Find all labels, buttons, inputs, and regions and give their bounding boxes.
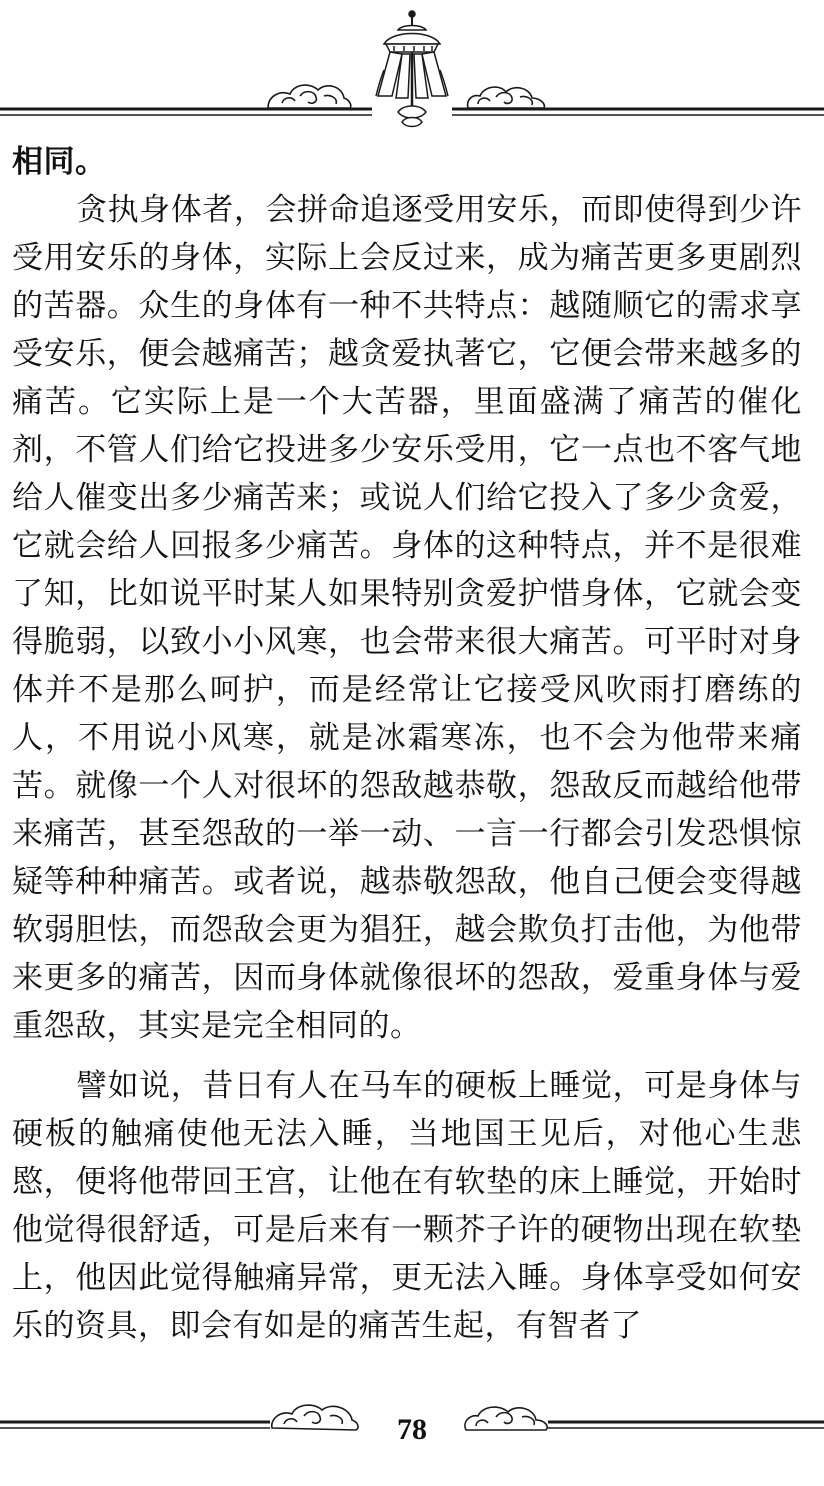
page-number: 78	[397, 1413, 427, 1446]
paragraph-analogy: 譬如说，昔日有人在马车的硬板上睡觉，可是身体与硬板的触痛使他无法入睡，当地国王见后，对他心生悲愍，便将他带回王宫，让他在有软垫的床上睡觉，开始时他觉得很舒适，可是后来有一颗芥子许的硬物出现在软垫上，他因此觉得触痛异常，更无法入睡。身体享受如何安乐的资具，即会有如是的痛苦生起，有智者了	[12, 1068, 802, 1344]
parasol-emblem-icon	[376, 11, 448, 127]
paragraph-body-attachment: 贪执身体者，会拼命追逐受用安乐，而即使得到少许受用安乐的身体，实际上会反过来，成为痛苦更多更剧烈的苦器。众生的身体有一种不共特点：越随顺它的需求享受安乐，便会越痛苦；越贪爱执著它，它便会带来越多的痛苦。它实际上是一个大苦器，里面盛满了痛苦的催化剂，不管人们给它投进多少安乐受用，它一点也不客气地给人催变出多少痛苦来；或说人们给它投入了多少贪爱，它就会给人回报多少痛苦。身体的这种特点，并不是很难了知，比如说平时某人如果特别贪爱护惜身体，它就会变得脆弱，以致小小风寒，也会带来很大痛苦。可平时对身体并不是那么呵护，而是经常让它接受风吹雨打磨练的人，不用说小风寒，就是冰霜寒冻，也不会为他带来痛苦。就像一个人对很坏的怨敌越恭敬，怨敌反而越给他带来痛苦，甚至怨敌的一举一动、一言一行都会引发恐惧惊疑等种种痛苦。或者说，越恭敬怨敌，他自己便会变得越软弱胆怯，而怨敌会更为猖狂，越会欺负打击他，为他带来更多的痛苦，因而身体就像很坏的怨敌，爱重身体与爱重怨敌，其实是完全相同的。	[12, 192, 802, 1044]
header-cloud-right-icon	[468, 87, 545, 108]
paragraph-continuation: 相同。	[12, 144, 107, 180]
body-text	[12, 138, 802, 1350]
header-ornament	[0, 0, 824, 140]
header-cloud-left-icon	[268, 85, 351, 108]
